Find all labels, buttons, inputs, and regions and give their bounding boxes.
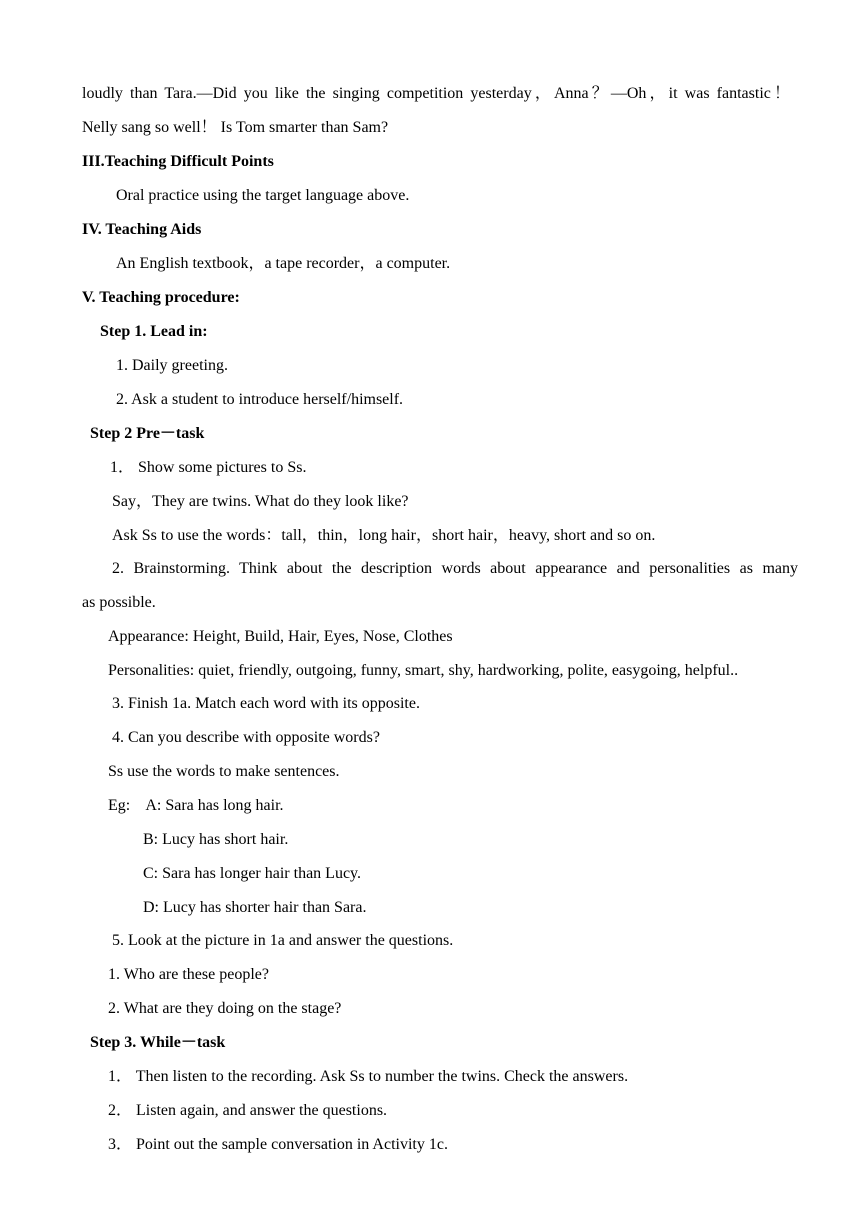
step-heading-lead-in: Step 1. Lead in: [100,323,208,340]
list-item: 2． Listen again, and answer the questions. [108,1102,388,1119]
example-line: C: Sara has longer hair than Lucy. [143,865,362,882]
list-item: 5. Look at the picture in 1a and answer the questions. [112,932,454,949]
list-item: 1. Who are these people? [108,966,269,983]
example-line: B: Lucy has short hair. [143,831,289,848]
paragraph-line: Appearance: Height, Build, Hair, Eyes, Nose, Clothes [108,628,453,645]
list-item: 2. What are they doing on the stage? [108,1000,342,1017]
section-heading-teaching-aids: IV. Teaching Aids [82,221,202,238]
paragraph-line: as possible. [82,594,156,611]
example-line: D: Lucy has shorter hair than Sara. [143,899,367,916]
list-item: 3. Finish 1a. Match each word with its opposite. [112,695,420,712]
paragraph-line: Ask Ss to use the words：tall，thin，long hair，short hair，heavy, short and so on. [112,527,656,544]
paragraph-line: An English textbook，a tape recorder，a computer. [116,255,451,272]
step-heading-pre-task: Step 2 Pre－task [90,425,205,442]
example-line: Eg: A: Sara has long hair. [108,797,284,814]
list-item: 3． Point out the sample conversation in Activity 1c. [108,1136,448,1153]
section-heading-difficult-points: III.Teaching Difficult Points [82,153,274,170]
list-item: 4. Can you describe with opposite words? [112,729,380,746]
list-item: 1． Show some pictures to Ss. [110,459,307,476]
paragraph-line: Say，They are twins. What do they look like? [112,493,409,510]
paragraph-line: Personalities: quiet, friendly, outgoing, funny, smart, shy, hardworking, polite, easygoing, helpful.. [108,662,739,679]
paragraph-line: Ss use the words to make sentences. [108,763,340,780]
list-item: 1. Daily greeting. [116,357,228,374]
list-item: 2. Ask a student to introduce herself/himself. [116,391,404,408]
step-heading-while-task: Step 3. While－task [90,1034,226,1051]
paragraph-line: Oral practice using the target language above. [116,187,410,204]
list-item: 1． Then listen to the recording. Ask Ss to number the twins. Check the answers. [108,1068,629,1085]
paragraph-line: loudly than Tara.—Did you like the singing competition yesterday，Anna？—Oh，it was fantastic！ [82,85,790,102]
paragraph-line: Nelly sang so well！ Is Tom smarter than Sam? [82,119,389,136]
section-heading-procedure: V. Teaching procedure: [82,289,240,306]
list-item: 2. Brainstorming. Think about the description words about appearance and personalities as many [112,560,798,577]
